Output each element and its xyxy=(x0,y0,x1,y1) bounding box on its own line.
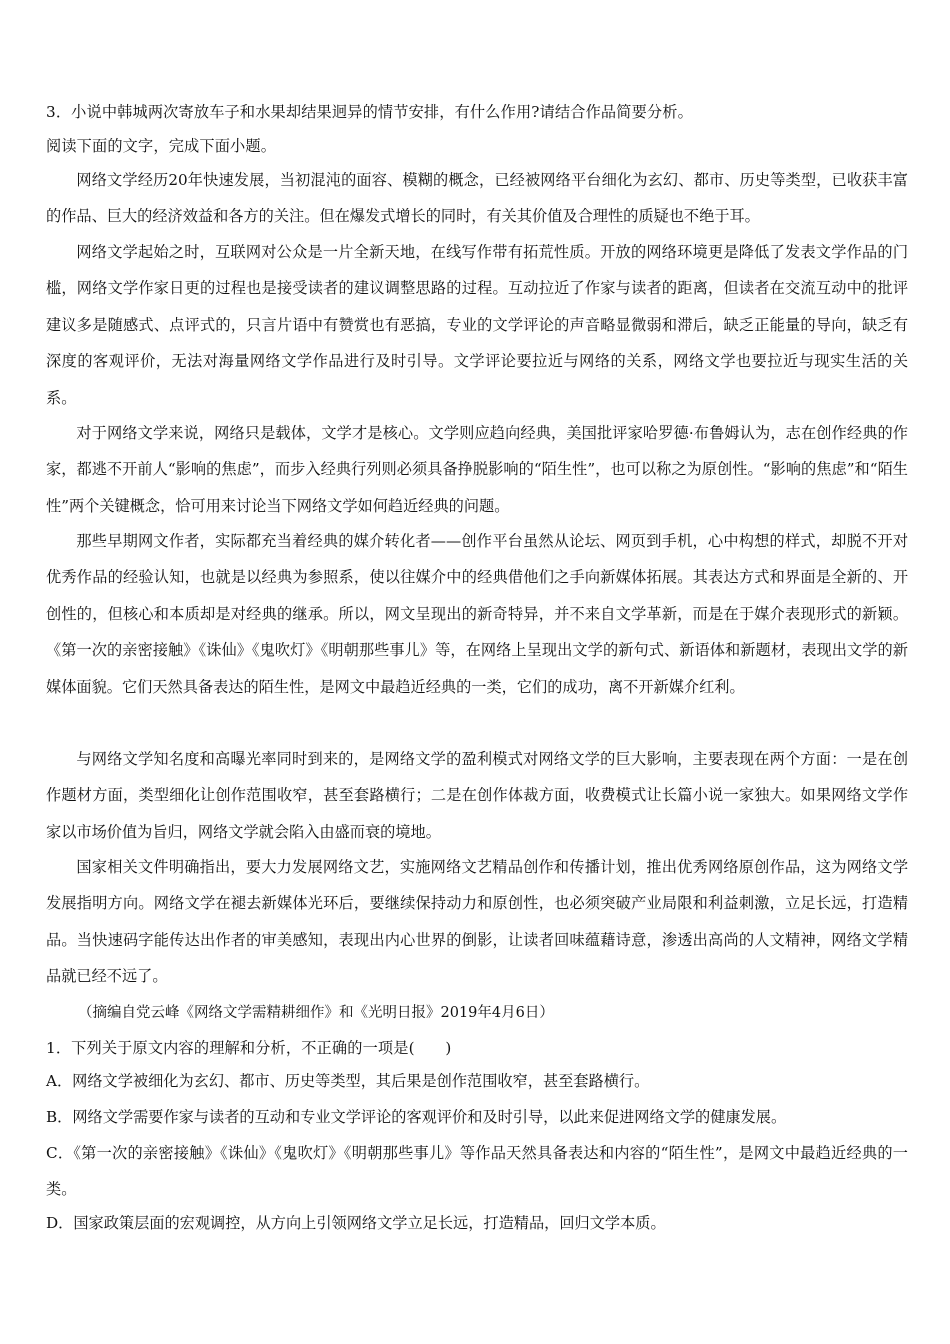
article-source: （摘编自党云峰《网络文学需精耕细作》和《光明日报》2019年4月6日） xyxy=(78,1005,554,1021)
question-3: 3．小说中韩城两次寄放车子和水果却结果迥异的情节安排，有什么作用?请结合作品简要分析。 xyxy=(46,103,693,121)
article-paragraph: 网络文学起始之时，互联网对公众是一片全新天地，在线写作带有拓荒性质。开放的网络环境更是降低了发表文学作品的门槛，网络文学作家日更的过程也是接受读者的建议调整思路的过程。互动拉近了作家与读者的距离，但读者在交流互动中的批评建议多是随感式、点评式的，只言片语中有赞赏也有恶搞，专业的文学评论的声音略显微弱和滞后，缺乏正能量的导向，缺乏有深度的客观评价，无法对海量网络文学作品进行及时引导。文学评论要拉近与网络的关系，网络文学也要拉近与现实生活的关系。 xyxy=(46,243,908,407)
option-b: B．网络文学需要作家与读者的互动和专业文学评论的客观评价和及时引导，以此来促进网络文学的健康发展。 xyxy=(46,1108,787,1126)
article-paragraph: 与网络文学知名度和高曝光率同时到来的，是网络文学的盈利模式对网络文学的巨大影响，主要表现在两个方面：一是在创作题材方面，类型细化让创作范围收窄，甚至套路横行；二是在创作体裁方面，收费模式让长篇小说一家独大。如果网络文学作家以市场价值为旨归，网络文学就会陷入由盛而衰的境地。 xyxy=(46,750,908,841)
article-paragraph: 那些早期网文作者，实际都充当着经典的媒介转化者——创作平台虽然从论坛、网页到手机，心中构想的样式，却脱不开对优秀作品的经验认知，也就是以经典为参照系，使以往媒介中的经典借他们之手向新媒体拓展。其表达方式和界面是全新的、开创性的，但核心和本质却是对经典的继承。所以，网文呈现出的新奇特异，并不来自文学革新，而是在于媒介表现形式的新颖。《第一次的亲密接触》《诛仙》《鬼吹灯》《明朝那些事儿》等，在网络上呈现出文学的新句式、新语体和新题材，表现出文学的新媒体面貌。它们天然具备表达的陌生性，是网文中最趋近经典的一类，它们的成功，离不开新媒介红利。 xyxy=(46,532,908,696)
option-a: A．网络文学被细化为玄幻、都市、历史等类型，其后果是创作范围收窄，甚至套路横行。 xyxy=(46,1072,650,1090)
article-paragraph: 对于网络文学来说，网络只是载体，文学才是核心。文学则应趋向经典，美国批评家哈罗德·布鲁姆认为，志在创作经典的作家，都逃不开前人“影响的焦虑”，而步入经典行列则必须具备挣脱影响的“陌生性”，也可以称之为原创性。“影响的焦虑”和“陌生性”两个关键概念，恰可用来讨论当下网络文学如何趋近经典的问题。 xyxy=(46,424,908,515)
question-1-stem: 1．下列关于原文内容的理解和分析，不正确的一项是( ) xyxy=(46,1039,452,1057)
option-c: C．《第一次的亲密接触》《诛仙》《鬼吹灯》《明朝那些事儿》等作品天然具备表达和内容的“陌生性”，是网文中最趋近经典的一类。 xyxy=(46,1144,908,1199)
option-d: D．国家政策层面的宏观调控，从方向上引领网络文学立足长远，打造精品，回归文学本质。 xyxy=(46,1214,666,1232)
article-paragraph: 网络文学经历20年快速发展，当初混沌的面容、模糊的概念，已经被网络平台细化为玄幻、都市、历史等类型，已收获丰富的作品、巨大的经济效益和各方的关注。但在爆发式增长的同时，有关其价值及合理性的质疑也不绝于耳。 xyxy=(46,171,908,226)
reading-instruction: 阅读下面的文字，完成下面小题。 xyxy=(46,137,277,155)
article-paragraph: 国家相关文件明确指出，要大力发展网络文艺，实施网络文艺精品创作和传播计划，推出优秀网络原创作品，这为网络文学发展指明方向。网络文学在褪去新媒体光环后，要继续保持动力和原创性，也必须突破产业局限和利益刺激，立足长远，打造精品。当快速码字能传达出作者的审美感知，表现出内心世界的倒影，让读者回味蕴藉诗意，渗透出高尚的人文精神，网络文学精品就已经不远了。 xyxy=(46,858,908,986)
